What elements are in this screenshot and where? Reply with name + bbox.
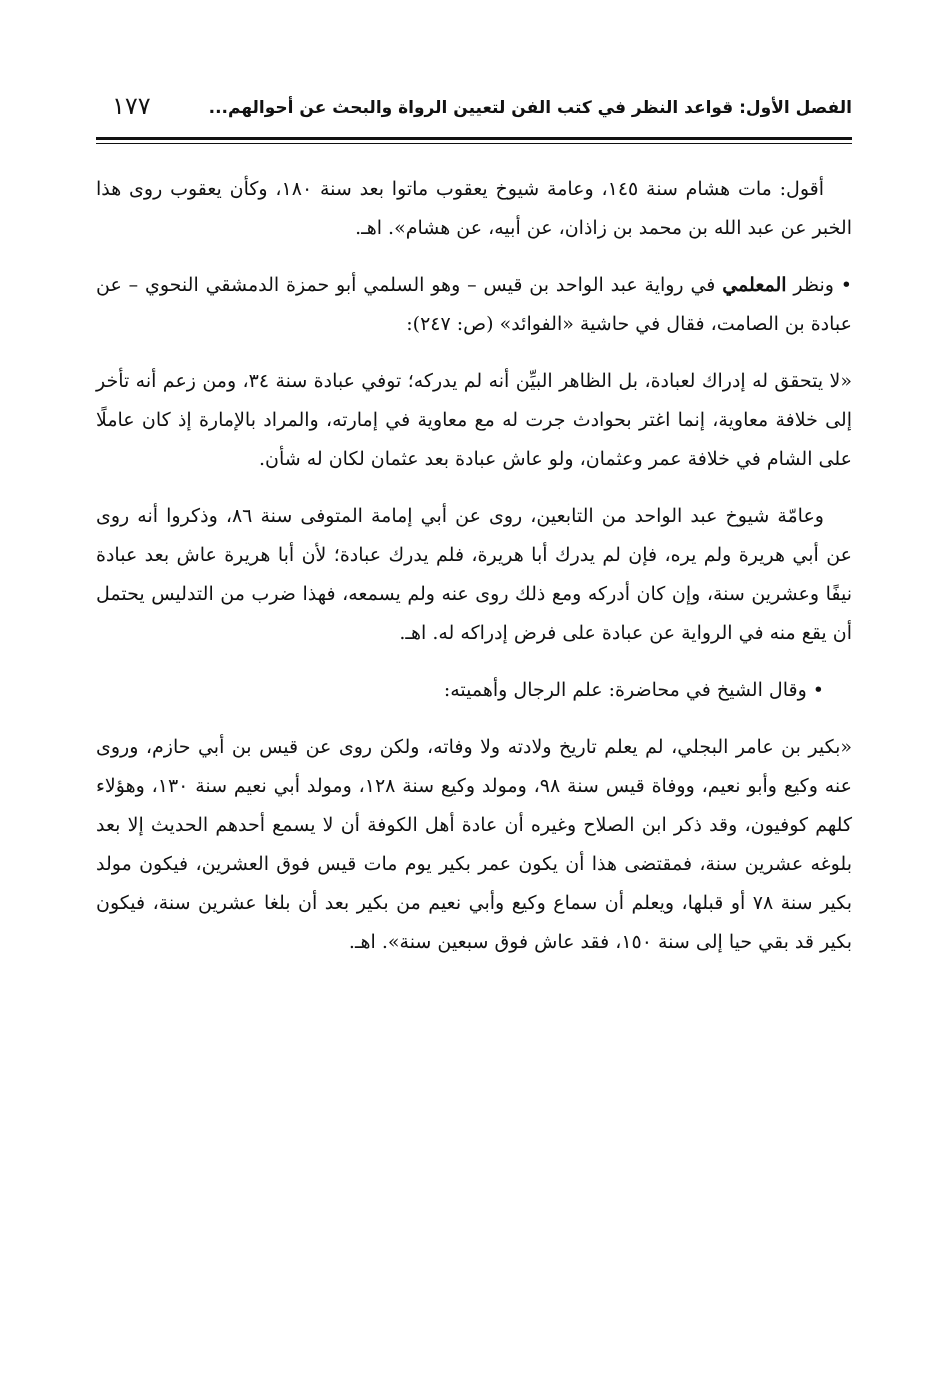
quote-paragraph-2: وعامّة شيوخ عبد الواحد من التابعين، روى عن أبي إمامة المتوفى سنة ٨٦، وذكروا أنه روى عن أبي هريرة ولم يره، فإن لم يدرك أبا هريرة، فلم يدرك عبادة؛ لأن أبا هريرة عاش بعد عبادة نيفًا وعشرين سنة، وإن كان أدركه ومع ذلك روى عنه ولم يسمعه، فهذا ضرب من التدليس يحتمل أن يقع منه في الرواية عن عبادة على فرض إدراكه له. اهـ. (96, 505, 852, 644)
running-title: الفصل الأول: قواعد النظر في كتب الفن لتعيين الرواة والبحث عن أحوالهم... (208, 98, 852, 118)
header-rule-thin (96, 143, 852, 144)
header-rule-thick (96, 137, 852, 140)
page-number: ١٧٧ (112, 92, 151, 120)
quote-paragraph-3: «بكير بن عامر البجلي، لم يعلم تاريخ ولادته ولا وفاته، ولكن روى عن قيس بن أبي حازم، وروى عنه وكيع وأبو نعيم، ووفاة قيس سنة ٩٨، ومولد وكيع سنة ١٢٨، ومولد أبي نعيم سنة ١٣٠، وهؤلاء كلهم كوفيون، وقد ذكر ابن الصلاح وغيره أن عادة أهل الكوفة أن لا يسمع أحدهم الحديث إلا بعد بلوغه عشرين سنة، فمقتضى هذا أن يكون عمر بكير يوم مات قيس فوق العشرين، فيكون مولد بكير سنة ٧٨ أو قبلها، ويعلم أن سماع وكيع وأبي نعيم من بكير بعد أن بلغا عشرين سنة، فيكون بكير قد بقي حيا إلى سنة ١٥٠، فقد عاش فوق سبعين سنة». اهـ. (96, 736, 853, 953)
paragraph-lecture: • وقال الشيخ في محاضرة: علم الرجال وأهميته: (96, 671, 852, 710)
paragraph-2-bullet (96, 266, 852, 344)
author-name-bold: المعلمي (722, 274, 787, 296)
page-header (112, 92, 852, 132)
paragraph-2-text-after: في رواية عبد الواحد بن قيس – وهو السلمي أبو حمزة الدمشقي النحوي – عن عبادة بن الصامت، فقال في حاشية «الفوائد» (ص: ٢٤٧): (96, 274, 852, 335)
quote-paragraph-1: «لا يتحقق له إدراك لعبادة، بل الظاهر البيِّن أنه لم يدركه؛ توفي عبادة سنة ٣٤، ومن زعم أنه تأخر إلى خلافة معاوية، إنما اغتر بحوادث جرت له مع معاوية في إمارته، والمراد بالإمارة إذ كان عاملًا على الشام في خلافة عمر وعثمان، ولو عاش عبادة بعد عثمان لكان له شأن. (96, 370, 852, 470)
paragraph-2-text-before: ونظر (786, 274, 834, 296)
page-body (96, 170, 852, 980)
paragraph-1: أقول: مات هشام سنة ١٤٥، وعامة شيوخ يعقوب ماتوا بعد سنة ١٨٠، وكأن يعقوب روى هذا الخبر عن عبد الله بن محمد بن زاذان، عن أبيه، عن هشام». اهـ. (96, 178, 852, 239)
